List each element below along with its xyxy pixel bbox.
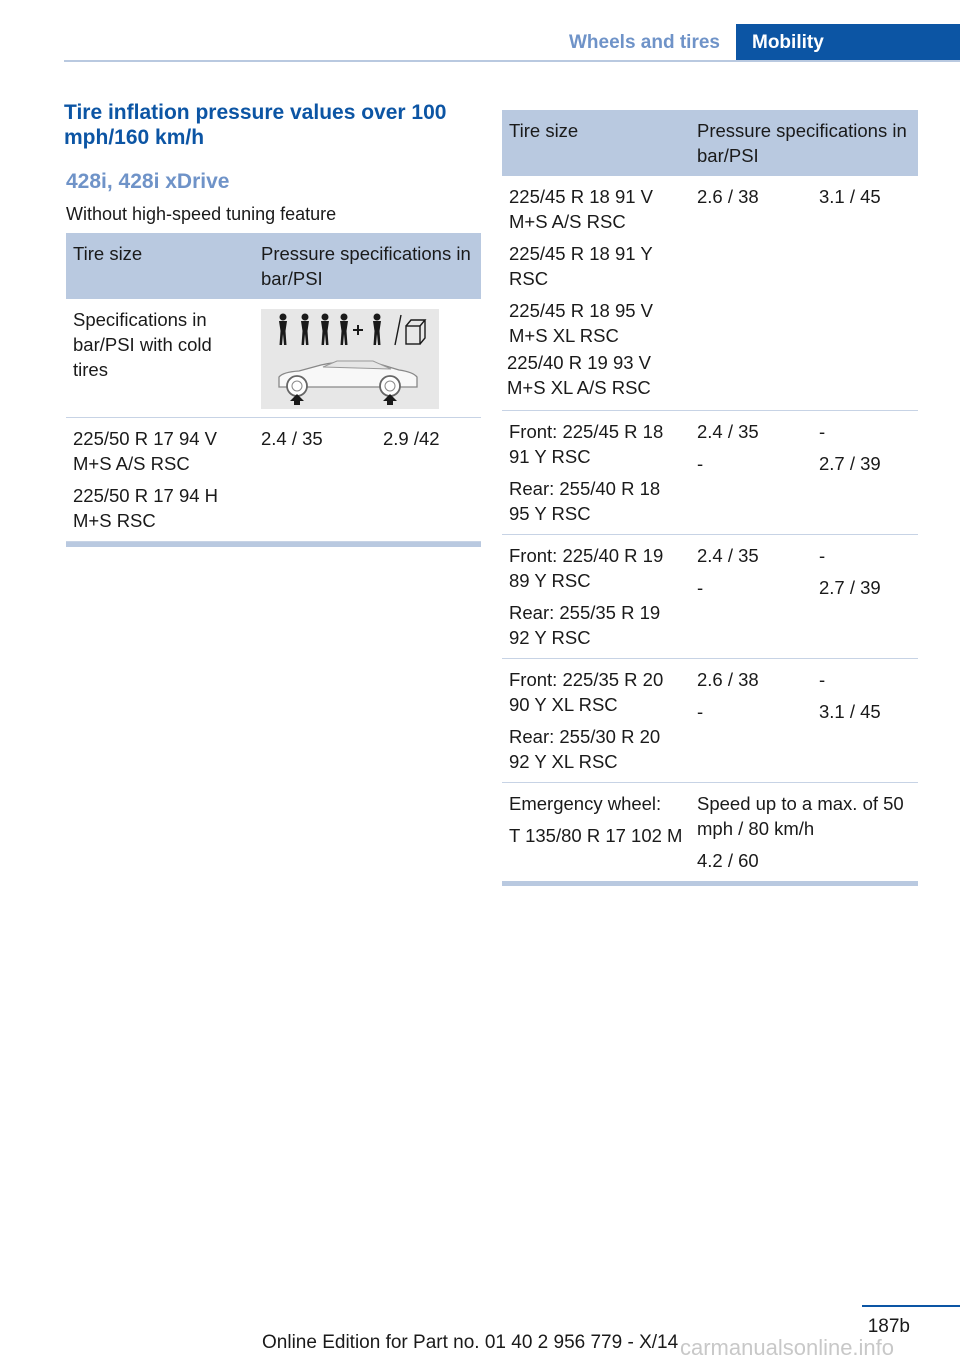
header-chapter-tab: Mobility [736,24,960,62]
table-row-spec [66,299,481,418]
tire-size-front: Front: 225/40 R 19 89 Y RSC [509,545,664,591]
tire-size-rear: Rear: 255/40 R 18 95 Y RSC [509,478,661,524]
table-row [502,535,918,659]
vehicle-load-icon [261,309,439,409]
table-end-rule [66,542,481,547]
tire-size: 225/45 R 18 91 Y RSC [509,243,653,289]
table-header [66,233,481,299]
emergency-pressure: 4.2 / 60 [697,850,759,871]
header-tire-size: Tire size [509,120,579,141]
emergency-tire-size: T 135/80 R 17 102 M [509,825,683,846]
emergency-label: Emergency wheel: [509,793,662,814]
table-row [502,176,918,411]
header-pressure: Pressure specifications in bar/PSI [261,243,471,289]
pressure-full-load: 3.1 / 45 [819,701,881,722]
tire-size-front: Front: 225/35 R 20 90 Y XL RSC [509,669,664,715]
pressure-normal-load: 2.4 / 35 [697,421,759,442]
table-header [502,110,918,176]
emergency-speed-limit: Speed up to a max. of 50 mph / 80 km/h [697,793,904,839]
pressure-full-load: 2.9 /42 [383,428,440,449]
header-rule [64,60,960,62]
footer-rule [862,1305,960,1307]
tire-size: 225/50 R 17 94 V M+S A/S RSC [73,428,217,474]
pressure-normal-load: 2.4 / 35 [697,545,759,566]
header-pressure: Pressure specifications in bar/PSI [697,120,907,166]
pressure-table-right [502,110,918,886]
tire-size: 225/45 R 18 91 V M+S A/S RSC [509,186,653,232]
tire-size-extra: 225/40 R 19 93 V M+S XL A/S RSC [507,352,651,398]
pressure-full-load: 3.1 / 45 [819,186,881,207]
tire-size-rear: Rear: 255/35 R 19 92 Y RSC [509,602,661,648]
tire-size-front: Front: 225/45 R 18 91 Y RSC [509,421,664,467]
table-end-rule [502,881,918,886]
feature-line: Without high-speed tuning feature [66,204,337,224]
pressure-full-load: 2.7 / 39 [819,453,881,474]
pressure-full-load: - [819,545,826,566]
pressure-table-left [66,233,481,547]
tire-size: 225/50 R 17 94 H M+S RSC [73,485,219,531]
header-tire-size: Tire size [73,243,143,264]
pressure-normal-load: - [697,453,704,474]
table-row [502,659,918,783]
watermark: carmanualsonline.info [680,1335,895,1360]
table-row [66,418,481,542]
pressure-full-load: 2.7 / 39 [819,577,881,598]
pressure-normal-load: 2.6 / 38 [697,669,759,690]
table-row-emergency [502,783,918,881]
pressure-full-load: - [819,421,826,442]
tire-size: 225/45 R 18 95 V M+S XL RSC [509,300,653,346]
pressure-normal-load: 2.4 / 35 [261,428,323,449]
pressure-normal-load: 2.6 / 38 [697,186,759,207]
pressure-full-load: - [819,669,826,690]
model-title: 428i, 428i xDrive [66,170,230,193]
pressure-normal-load: - [697,577,704,598]
spec-label: Specifications in bar/PSI with cold tires [73,309,212,380]
table-row [502,411,918,535]
header-section-title: Wheels and tires [569,32,720,53]
tire-size-rear: Rear: 255/30 R 20 92 Y XL RSC [509,726,661,772]
edition-line: Online Edition for Part no. 01 40 2 956 779 - X/14 [262,1332,679,1353]
page-number: 187b [867,1316,910,1337]
pressure-normal-load: - [697,701,704,722]
page-title: Tire inflation pressure values over 100 mph/160 km/h [64,101,447,149]
